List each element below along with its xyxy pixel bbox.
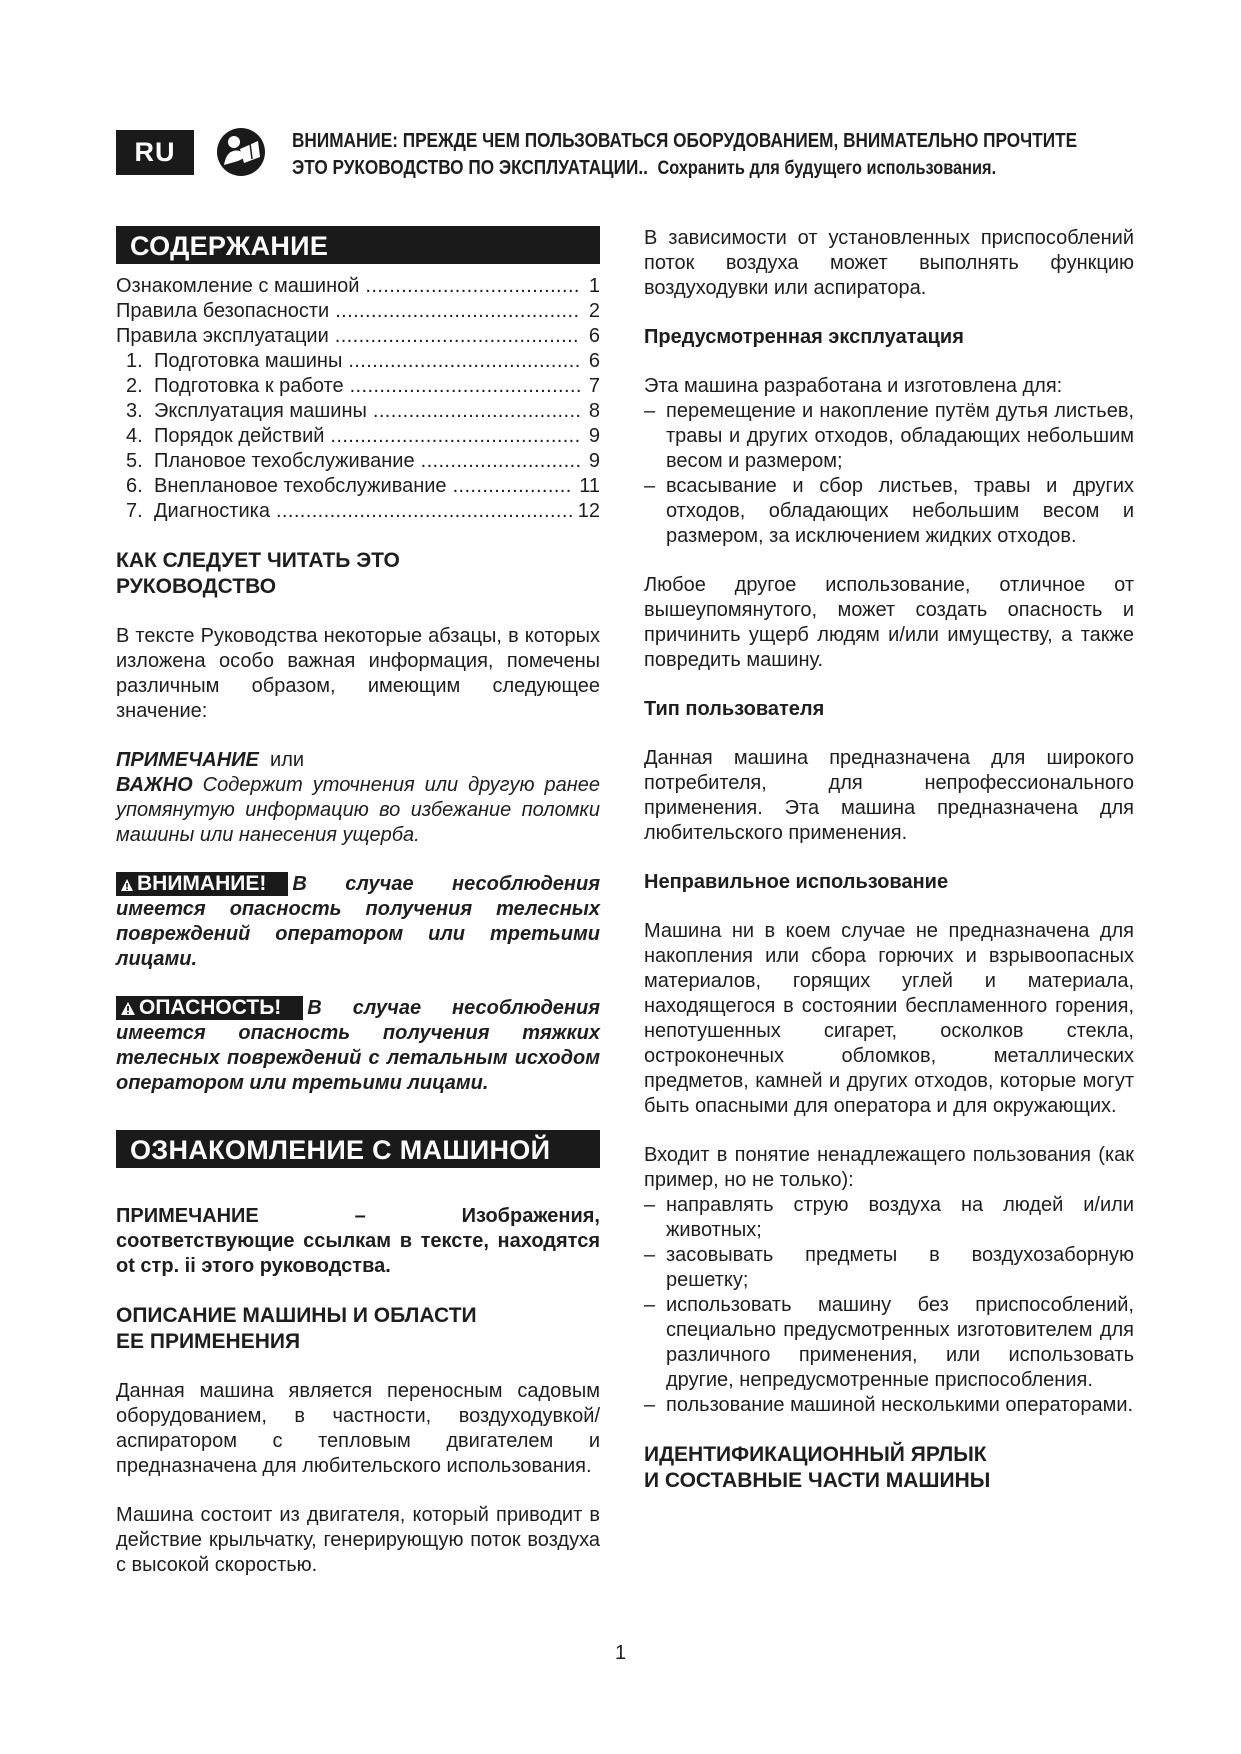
toc-row[interactable]: Ознакомление с машиной ..... 1 [116, 274, 600, 299]
intro-section-title: ОЗНАКОМЛЕНИЕ С МАШИНОЙ [116, 1130, 600, 1168]
list-item: – направлять струю воздуха на людей и/или животных; [644, 1193, 1134, 1243]
misuse-list [644, 1193, 1134, 1418]
intended-use-list [644, 399, 1134, 549]
user-type-heading: Тип пользователя [644, 698, 825, 720]
list-item: – перемещение и накопление путём дутья листьев, травы и других отходов, обладающих небольшим весом и размером; [644, 399, 1134, 474]
right-column [644, 226, 1134, 1494]
danger-triangle-icon [120, 1001, 136, 1016]
user-type-paragraph: Данная машина предназначена для широкого потребителя, для непрофессионального применения. Эта машина предназначена для любительского применения. [644, 747, 1134, 844]
misuse-heading: Неправильное использование [644, 871, 949, 893]
header-warning [292, 128, 1078, 182]
danger-tag: ОПАСНОСТЬ! [116, 996, 303, 1020]
list-item: – пользование машиной несколькими операторами. [644, 1393, 1134, 1418]
important-label: ВАЖНО [116, 774, 193, 796]
list-item: – использовать машину без приспособлений, специально предусмотренных изготовителем для различного применения, или использовать другие, непредусмотренные приспособления. [644, 1293, 1134, 1393]
other-use-paragraph: Любое другое использование, отличное от вышеупомянутого, может создать опасность и причинить ущерб людям и/или имуществу, а также повредить машину. [644, 574, 1134, 671]
toc-title: СОДЕРЖАНИЕ [116, 226, 600, 264]
intended-use-heading: Предусмотренная эксплуатация [644, 326, 964, 348]
header-line-1: ВНИМАНИЕ: ПРЕЖДЕ ЧЕМ ПОЛЬЗОВАТЬСЯ ОБОРУДОВАНИЕМ, ВНИМАТЕЛЬНО ПРОЧТИТЕ [292, 130, 1078, 152]
misuse-intro: Входит в понятие ненадлежащего пользования (как пример, но не только): [644, 1144, 1134, 1191]
misuse-paragraph: Машина ни в коем случае не предназначена для накопления или сбора горючих и взрывоопасных материалов, горящих углей и материала, находящегося в состоянии беспламенного горения, непотушенных сигарет, осколков стекла, остроконечных обломков, металлических предметов, камней и других отходов, которые могут быть опасными для оператора и для окружающих. [644, 920, 1134, 1117]
important-text: Содержит уточнения или другую ранее упомянутую информацию во избежание поломки машины или нанесения ущерба. [116, 774, 600, 846]
description-paragraph-2: Машина состоит из двигателя, который приводит в действие крыльчатку, генерирующую поток воздуха с высокой скоростью. [116, 1504, 600, 1576]
toc-row[interactable]: Правила безопасности ..... 2 [116, 299, 600, 324]
warning-block [116, 872, 600, 972]
description-paragraph-1: Данная машина является переносным садовым оборудованием, в частности, воздуходувкой/аспиратором с тепловым двигателем и предназначена для любительского использования. [116, 1380, 600, 1477]
header-line-2a: ЭТО РУКОВОДСТВО ПО ЭКСПЛУАТАЦИИ.. [292, 157, 648, 179]
toc-sub-row[interactable]: 6. Внеплановое техобслуживание ..... 11 [116, 474, 600, 499]
toc-sub-row[interactable]: 5. Плановое техобслуживание ..... 9 [116, 449, 600, 474]
language-badge: RU [116, 130, 194, 175]
header-line-2 [292, 155, 1023, 182]
header-line-2b: Сохранить для будущего использования. [657, 158, 997, 179]
intended-use-intro: Эта машина разработана и изготовлена для: [644, 375, 1063, 397]
danger-text: В случае несоблюдения имеется опасность получения тяжких телесных повреждений с летальным исходом оператором или третьими лицами. [116, 997, 600, 1094]
left-column [116, 226, 600, 1578]
note-label: ПРИМЕЧАНИЕ [116, 749, 259, 771]
danger-block [116, 996, 600, 1096]
warning-tag: ВНИМАНИЕ! [116, 872, 288, 896]
toc-sub-row[interactable]: 7. Диагностика ..... 12 [116, 499, 600, 524]
attachments-paragraph: В зависимости от установленных приспособлений поток воздуха может выполнять функцию воздуходувки или аспиратора. [644, 227, 1134, 299]
page-number: 1 [614, 1642, 627, 1664]
list-item: – всасывание и сбор листьев, травы и других отходов, обладающих небольшим весом и размером, за исключением жидких отходов. [644, 474, 1134, 549]
warning-text: В случае несоблюдения имеется опасность получения телесных повреждений оператором или третьими лицами. [116, 873, 600, 970]
toc-sub-row[interactable]: 4. Порядок действий ..... 9 [116, 424, 600, 449]
id-label-heading: ИДЕНТИФИКАЦИОННЫЙ ЯРЛЫК И СОСТАВНЫЕ ЧАСТИ МАШИНЫ [644, 1443, 991, 1492]
description-heading: ОПИСАНИЕ МАШИНЫ И ОБЛАСТИ ЕЕ ПРИМЕНЕНИЯ [116, 1304, 477, 1353]
list-item: – засовывать предметы в воздухозаборную решетку; [644, 1243, 1134, 1293]
toc-sub-row[interactable]: 2. Подготовка к работе ..... 7 [116, 374, 600, 399]
images-note: ПРИМЕЧАНИЕ – Изображения, соответствующие ссылкам в тексте, находятся ot стр. ii этого руководства. [116, 1205, 600, 1277]
table-of-contents [116, 274, 600, 524]
how-to-read-intro: В тексте Руководства некоторые абзацы, в которых изложена особо важная информация, помечены различным образом, имеющим следующее значение: [116, 625, 600, 722]
toc-row[interactable]: Правила эксплуатации ..... 6 [116, 324, 600, 349]
reading-person-icon [216, 127, 266, 177]
toc-sub-row[interactable]: 3. Эксплуатация машины ..... 8 [116, 399, 600, 424]
or-text: или [270, 749, 305, 771]
warning-triangle-icon [120, 878, 134, 892]
how-to-read-heading: КАК СЛЕДУЕТ ЧИТАТЬ ЭТО РУКОВОДСТВО [116, 549, 400, 598]
note-important-block [116, 748, 600, 848]
toc-sub-row[interactable]: 1. Подготовка машины ..... 6 [116, 349, 600, 374]
